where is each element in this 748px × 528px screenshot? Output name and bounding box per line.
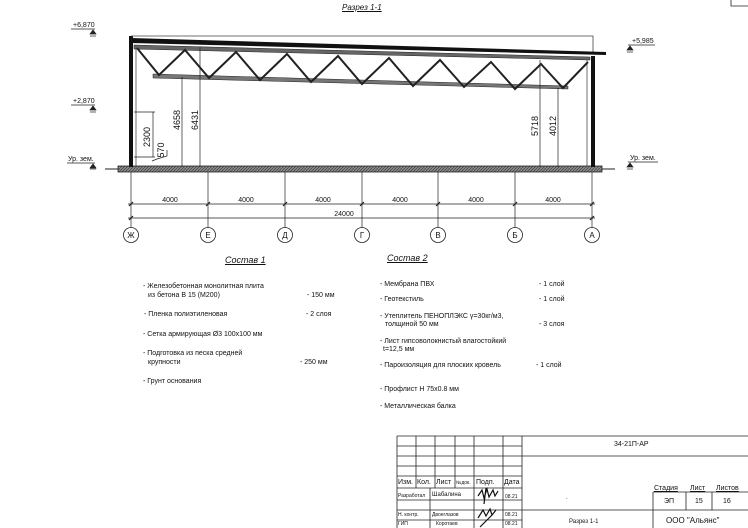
axis-label: Г xyxy=(359,231,365,240)
axis-label: Е xyxy=(205,231,211,240)
sheets-label: Листов xyxy=(716,485,739,492)
grid-axes xyxy=(128,172,595,228)
elevation-ground-right: Ур. зем. xyxy=(630,155,656,162)
list-item: - Геотекстиль xyxy=(380,296,424,303)
list-item: - Сетка армирующая Ø3 100х100 мм xyxy=(143,331,263,338)
elevation-top-left: +6,870 xyxy=(73,22,95,29)
span-label: 4000 xyxy=(238,197,254,204)
col-header: Кол. xyxy=(417,479,431,486)
span-label: 4000 xyxy=(392,197,408,204)
list-item: t=12,5 мм xyxy=(383,346,415,353)
list-item: - Железобетонная монолитная плита xyxy=(143,283,264,290)
person-name: Двоеглазов xyxy=(432,512,459,518)
left-column xyxy=(129,36,133,167)
span-label: 4000 xyxy=(468,197,484,204)
role: ГИП xyxy=(398,521,408,527)
list-item: - Мембрана ПВХ xyxy=(380,281,435,288)
role: Н. контр. xyxy=(398,512,419,518)
dim-6431: 6431 xyxy=(190,109,200,131)
right-column xyxy=(591,56,595,167)
frame-corner xyxy=(731,0,748,6)
list-item-value: - 3 слоя xyxy=(539,321,565,328)
elevation-top-right: +5,985 xyxy=(632,38,654,45)
dim-4658: 4658 xyxy=(172,109,182,131)
span-dimensions xyxy=(162,197,561,218)
list-item: из бетона В 15 (М200) xyxy=(148,292,220,299)
list-item-value: - 150 мм xyxy=(307,292,335,299)
dim-4012: 4012 xyxy=(548,115,558,137)
list-item: - Лист гипсоволокнистый влагостойкий xyxy=(380,338,507,345)
list-item-value: - 1 слой xyxy=(539,281,565,288)
stage-value: ЭП xyxy=(664,498,675,505)
elevation-mid-left: +2,870 xyxy=(73,98,95,105)
person-name: Шабалина xyxy=(432,492,461,498)
col-header: Лист xyxy=(436,479,452,486)
list-item: - Грунт основания xyxy=(143,378,202,385)
dim-2300: 2300 xyxy=(142,126,152,148)
date: 08.21 xyxy=(505,512,518,518)
elevation-ground-left: Ур. зем. xyxy=(68,156,94,163)
list-item-value: - 250 мм xyxy=(300,359,328,366)
col-header: №док. xyxy=(456,480,471,486)
date: 08.21 xyxy=(505,521,518,527)
drawing-title: Разрез 1-1 xyxy=(342,3,382,12)
span-label: 4000 xyxy=(545,197,561,204)
company-name: ООО "Альянс" xyxy=(666,516,720,525)
axis-label: Д xyxy=(282,231,288,240)
signatures xyxy=(478,488,498,527)
list-item: - Профлист Н 75х0.8 мм xyxy=(380,386,459,393)
sheets-value: 16 xyxy=(723,498,731,505)
list-item: крупности xyxy=(148,359,181,366)
col-header: Дата xyxy=(504,479,520,486)
sheet-value: 15 xyxy=(695,498,703,505)
list-item: - Утеплитель ПЕНОПЛЭКС γ=30кг/м3, xyxy=(380,313,504,320)
axis-label: В xyxy=(435,231,441,240)
list-item: - Подготовка из песка средней xyxy=(143,350,243,357)
list-item-value: - 2 слоя xyxy=(306,311,332,318)
list-item: - Пароизоляция для плоских кровель xyxy=(380,362,501,369)
span-label: 4000 xyxy=(315,197,331,204)
span-label: 4000 xyxy=(162,197,178,204)
list-item: толщиной 50 мм xyxy=(385,321,439,328)
axis-label: Ж xyxy=(127,231,135,240)
sostav1-title: Состав 1 xyxy=(225,255,266,265)
sostav2-title: Состав 2 xyxy=(387,253,428,263)
person-name: Коротаев xyxy=(436,521,458,527)
total-span-label: 24000 xyxy=(334,211,354,218)
col-header: Изм. xyxy=(398,479,413,486)
axis-label: Б xyxy=(512,231,518,240)
floor-slab xyxy=(118,166,602,172)
role: Разработал xyxy=(398,493,426,499)
axis-label: А xyxy=(589,231,595,240)
placeholder-dot: . xyxy=(566,495,568,501)
dim-5718: 5718 xyxy=(530,115,540,137)
list-item: - Пленка полиэтиленовая xyxy=(144,311,228,318)
sheet-label: Лист xyxy=(690,485,706,492)
list-item: - Металлическая балка xyxy=(380,403,456,410)
sheet-name: Разрез 1-1 xyxy=(569,519,599,525)
stage-label: Стадия xyxy=(654,485,678,492)
list-item-value: - 1 слой xyxy=(536,362,562,369)
project-code: 34-21П-АР xyxy=(614,441,649,448)
date: 08.21 xyxy=(505,494,518,500)
col-header: Подп. xyxy=(476,479,495,486)
list-item-value: - 1 слой xyxy=(539,296,565,303)
dim-570: 570 xyxy=(156,142,166,158)
